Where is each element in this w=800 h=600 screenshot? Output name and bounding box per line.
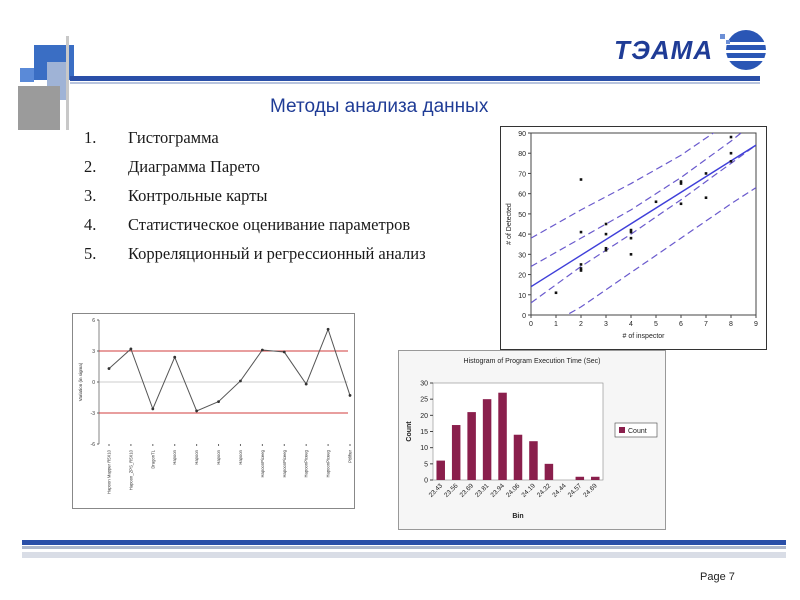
list-label: Гистограмма [128, 128, 219, 147]
logo-wordmark: ТЭАМА [614, 35, 714, 65]
y-tick-label: 80 [518, 151, 526, 159]
x-tick-label: 24.32 [535, 482, 553, 499]
x-tick-label: Hapoon_ZPS_R5X10 [128, 450, 134, 491]
list-number: 4. [84, 215, 97, 234]
histogram-chart-panel [398, 350, 666, 530]
list-item [84, 128, 426, 157]
list-number: 3. [84, 186, 97, 205]
x-tick-label: 3 [604, 321, 608, 328]
y-tick-label: 3 [92, 349, 95, 355]
histogram-bar [545, 464, 554, 480]
x-tick-label: 1 [554, 321, 558, 328]
y-tick-label: 10 [518, 292, 526, 300]
y-tick-label: 25 [420, 396, 428, 404]
list-label: Контрольные карты [128, 186, 268, 205]
y-tick-label: -3 [90, 411, 95, 417]
x-tick-label: 7 [704, 321, 708, 328]
scatter-point [555, 291, 558, 294]
scatter-point [680, 202, 683, 205]
confidence-band-line [531, 145, 756, 303]
methods-list [84, 128, 426, 273]
y-tick-label: -6 [90, 442, 95, 448]
list-item [84, 186, 426, 215]
footer-rule [22, 540, 786, 545]
y-tick-label: 90 [518, 131, 526, 138]
plot-frame [531, 133, 756, 315]
x-tick-label: 23.94 [489, 482, 506, 499]
scatter-point [630, 237, 633, 240]
data-point [130, 348, 133, 351]
data-point [261, 349, 264, 352]
variation-line [109, 329, 350, 411]
x-axis-label: # of inspector [622, 333, 665, 340]
scatter-point [580, 263, 583, 266]
histogram-bar [591, 477, 600, 480]
logo-globe-icon [718, 28, 768, 74]
scatter-point [605, 223, 608, 226]
legend-label: Count [628, 428, 647, 435]
list-item [84, 157, 426, 186]
y-axis-label: Variation (in sigma) [78, 362, 83, 402]
histogram-bar [467, 412, 476, 480]
x-tick-label: 2 [579, 321, 583, 328]
y-tick-label: 5 [424, 461, 428, 469]
histogram-chart [399, 351, 665, 529]
data-point [151, 407, 154, 410]
x-tick-label: Hapoon [172, 450, 178, 465]
regression-chart [501, 127, 766, 349]
y-tick-label: 20 [518, 272, 526, 280]
chart-title: Histogram of Program Execution Time (Sec) [463, 358, 601, 365]
header-rule [70, 76, 760, 81]
x-tick-label: Pitlifter [347, 450, 353, 463]
footer-rule-shadow [22, 546, 786, 549]
prediction-band-line [531, 127, 756, 238]
y-tick-label: 70 [518, 171, 526, 179]
x-tick-label: Hapoon Mapper R5X10 [106, 450, 112, 494]
data-point [305, 383, 308, 386]
x-tick-label: 5 [654, 321, 658, 328]
prediction-band-line [531, 188, 756, 336]
y-tick-label: 30 [518, 252, 526, 260]
data-point [195, 410, 198, 413]
list-item [84, 215, 426, 244]
x-tick-label: 24.44 [551, 482, 568, 499]
y-tick-label: 10 [420, 445, 428, 453]
x-tick-label: 24.57 [566, 482, 584, 499]
y-tick-label: 6 [92, 318, 95, 324]
x-tick-label: HapoonPiceeg [325, 450, 331, 478]
y-tick-label: 60 [518, 191, 526, 199]
y-tick-label: 0 [92, 380, 95, 386]
y-axis-label: Count [406, 421, 413, 442]
x-tick-label: 8 [729, 321, 733, 328]
x-tick-label: 0 [529, 321, 533, 328]
y-tick-label: 15 [420, 429, 428, 436]
histogram-bar [436, 461, 445, 480]
scatter-point [730, 152, 733, 155]
x-tick-label: 24.06 [504, 482, 522, 499]
control-chart [73, 314, 354, 508]
scatter-point [605, 233, 608, 236]
x-tick-label: 24.19 [520, 482, 537, 499]
y-tick-label: 20 [420, 412, 428, 420]
x-tick-label: HapoonPiceeg [303, 450, 309, 478]
page-title: Методы анализа данных [270, 96, 489, 117]
control-chart-panel [72, 313, 355, 509]
x-tick-label: 4 [629, 321, 633, 328]
scatter-point [655, 200, 658, 203]
histogram-bar [483, 399, 492, 480]
data-point [283, 351, 286, 354]
histogram-bar [576, 477, 585, 480]
scatter-point [580, 231, 583, 234]
decorative-corner-squares [0, 0, 90, 140]
x-axis-label: Bin [512, 513, 524, 520]
data-point [239, 380, 242, 383]
histogram-bar [498, 393, 507, 480]
histogram-bar [452, 425, 461, 480]
y-tick-label: 0 [522, 313, 526, 320]
list-number: 5. [84, 244, 97, 263]
x-tick-label: DragonTL [150, 450, 156, 469]
x-tick-label: Hapoon [237, 450, 243, 465]
x-tick-label: HapoonPiceeg [281, 450, 287, 478]
list-label: Статистическое оценивание параметров [128, 215, 411, 234]
scatter-point [580, 178, 583, 181]
scatter-point [630, 253, 633, 256]
footer-rule-light [22, 552, 786, 558]
data-point [173, 356, 176, 359]
data-point [217, 400, 220, 403]
scatter-point [605, 247, 608, 250]
scatter-point [730, 160, 733, 163]
y-tick-label: 40 [518, 232, 526, 240]
scatter-point [580, 267, 583, 270]
x-tick-label: 24.69 [582, 482, 599, 499]
x-tick-label: 23.69 [458, 482, 476, 499]
scatter-point [680, 180, 683, 183]
x-tick-label: 9 [754, 321, 758, 328]
y-tick-label: 0 [424, 477, 428, 485]
list-number: 2. [84, 157, 97, 176]
scatter-point [730, 136, 733, 139]
scatter-point [705, 172, 708, 175]
regression-fit-line [531, 145, 756, 287]
list-item [84, 244, 426, 273]
x-tick-label: 23.56 [443, 482, 460, 499]
y-tick-label: 30 [420, 380, 428, 388]
list-label: Корреляционный и регрессионный анализ [128, 244, 426, 263]
regression-chart-panel [500, 126, 767, 350]
company-logo [600, 28, 775, 76]
confidence-band-line [531, 127, 756, 266]
x-tick-label: HapoonPiceeg [259, 450, 265, 478]
page-number: Page 7 [700, 571, 735, 583]
x-tick-label: 23.43 [427, 482, 445, 499]
header-rule-shadow [70, 82, 760, 84]
x-tick-label: Hapoon [216, 450, 222, 465]
histogram-bar [529, 441, 538, 480]
list-number: 1. [84, 128, 97, 147]
data-point [349, 394, 352, 397]
y-axis-label: # of Detected [506, 203, 513, 245]
x-tick-label: 23.81 [474, 482, 491, 499]
histogram-bar [514, 435, 523, 480]
list-label: Диаграмма Парето [128, 157, 261, 176]
x-tick-label: 6 [679, 321, 683, 328]
data-point [327, 328, 330, 331]
plot-area [531, 127, 756, 335]
x-tick-label: Hapoon [194, 450, 200, 465]
scatter-point [705, 196, 708, 199]
data-point [108, 367, 111, 370]
y-tick-label: 50 [518, 211, 526, 219]
legend-swatch [619, 427, 625, 433]
scatter-point [630, 229, 633, 232]
